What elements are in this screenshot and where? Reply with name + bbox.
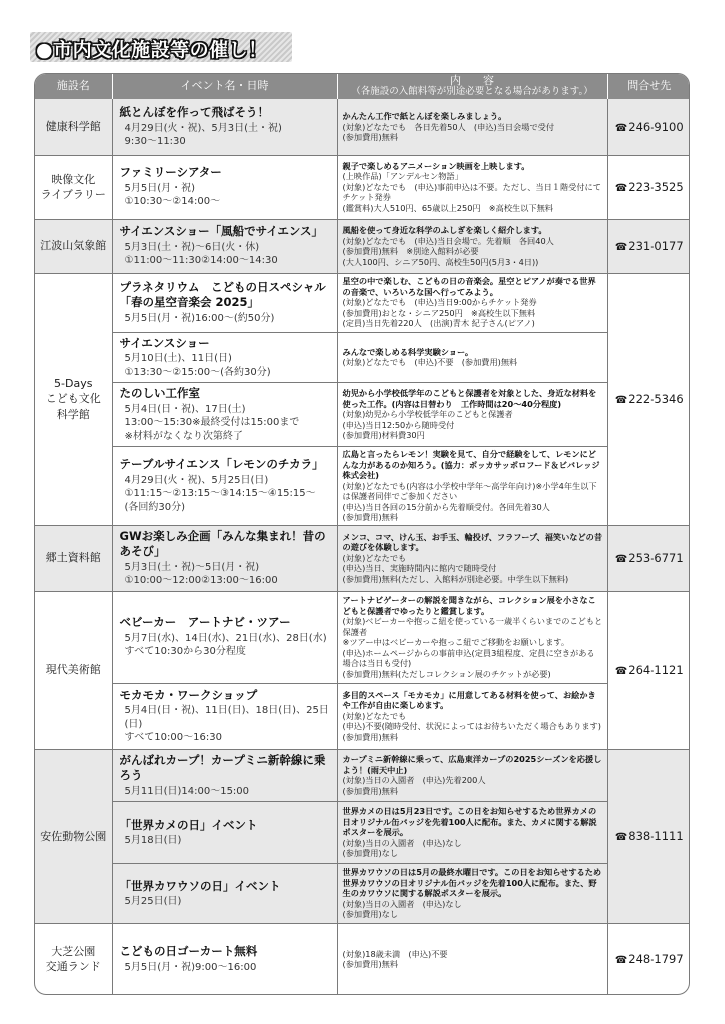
event-schedule: 5月5日(月・祝) ①10:30〜②14:00〜	[124, 182, 221, 208]
event-title: モカモカ・ワークショップ	[119, 687, 258, 702]
event-cell	[112, 749, 337, 802]
content-body: (対象)どなたでも (申込)不要 (参加費用)無料	[342, 357, 518, 368]
content-lead: 世界カワウソの日は5月の最終水曜日です。この日をお知らせするため世界カワウソの日オリジナル缶バッジを先着100人に配布。また、野生のカワウソに関する解説ポスターを展示。	[342, 867, 602, 899]
event-title: 紙とんぼを作って飛ばそう！	[119, 104, 269, 119]
contact-cell	[607, 749, 690, 924]
event-title: GWお楽しみ企画「みんな集まれ！昔のあそび」	[119, 528, 326, 559]
event-schedule: 4月29日(火・祝)、5月3日(土・祝) 9:30〜11:30	[124, 122, 282, 147]
event-title: プラネタリウム こどもの日スペシャル 「春の星空音楽会 2025」	[119, 279, 326, 310]
content-body: (対象)18歳未満 (申込)不要 (参加費用)無料	[342, 948, 448, 970]
table-row	[35, 219, 690, 273]
telephone-icon: ☎	[614, 955, 628, 967]
phone-number: 838-1111	[628, 829, 684, 844]
event-cell	[112, 802, 337, 864]
table-row	[35, 683, 690, 749]
event-title: 「世界カワウソの日」イベント	[119, 878, 281, 893]
event-title: ベビーカー アートナビ・ツアー	[119, 615, 291, 630]
telephone-icon: ☎	[614, 554, 628, 566]
event-cell	[112, 924, 337, 994]
contact-cell	[607, 525, 690, 591]
phone-number: 253-6771	[628, 551, 684, 566]
table-row	[35, 591, 690, 683]
content-body: (対象)当日の入園者 (申込)先着200人 (参加費用)無料	[342, 775, 486, 796]
table-row	[35, 525, 690, 591]
content-lead: 星空の中で楽しむ、こどもの日の音楽会。星空とピアノが奏でる世界の音楽で、いろいろな国へ行ってみよう。	[342, 276, 596, 297]
event-cell	[112, 383, 337, 447]
event-schedule: 5月4日(日・祝)、11日(日)、18日(日)、25日(日) すべて10:00〜16:30	[124, 705, 329, 744]
content-lead: 世界カメの日は5月23日です。この日をお知らせするため世界カメの日オリジナル缶バッジを先着100人に配布。また、カメに関する解説ポスターを展示。	[342, 806, 597, 838]
content-cell	[337, 447, 607, 526]
content-lead: カープミニ新幹線に乗って、広島東洋カープの2025シーズンを応援しよう！(雨天中止)	[342, 754, 602, 775]
content-body: (対象)どなたでも (申込)当日9:00からチケット発券 (参加費用)おとな・シニア250円 ※高校生以下無料 (定員)当日先着220人 (出演)青木 紀子さん(ピアノ)	[342, 297, 537, 329]
event-schedule: 5月3日(土・祝)〜5日(月・祝) ①10:00〜12:00②13:00〜16:00	[124, 561, 278, 587]
table-row	[35, 864, 690, 924]
event-title: こどもの日ゴーカート無料	[119, 944, 258, 959]
content-body: (対象)どなたでも(内容は小学校中学年〜高学年向け)※小学4年生以下は保護者同伴でご参加ください (申込)当日各回の15分前から先着順受付。各回先着30人 (参加費用)無料	[342, 480, 597, 523]
event-schedule: 5月5日(月・祝)16:00〜(約50分)	[124, 312, 275, 324]
content-cell	[337, 99, 607, 155]
event-schedule: 5月11日(日)14:00〜15:00	[124, 785, 250, 797]
event-title: サイエンスショー「風船でサイエンス」	[119, 224, 324, 239]
content-cell	[337, 155, 607, 219]
event-schedule: 5月3日(土・祝)〜6日(火・休) ①11:00〜11:30②14:00〜14:30	[124, 241, 278, 267]
table-row	[35, 383, 690, 447]
content-body: (対象)どなたでも (申込)不要(随時受付、状況によってはお待ちいただく場合もあります) (参加費用)無料	[342, 710, 601, 742]
events-table	[35, 74, 690, 994]
phone-number: 264-1121	[628, 663, 684, 678]
content-cell	[337, 683, 607, 749]
facility-cell: 安佐動物公園	[35, 749, 112, 924]
content-lead: 広島と言ったらレモン！実験を見て、自分で経験をして、レモンにどんな力があるのか知ろう。(協力：ポッカサッポロフード＆ビバレッジ株式会社)	[342, 449, 600, 481]
event-schedule: 5月10日(土)、11日(日) ①13:30〜②15:00〜(各約30分)	[124, 353, 271, 378]
content-body: (対象)どなたでも 各日先着50人 (申込)当日会場で受付 (参加費用)無料	[342, 121, 555, 142]
contact-cell	[607, 591, 690, 749]
content-cell	[337, 591, 607, 683]
facility-cell: 現代美術館	[35, 591, 112, 749]
table-row	[35, 99, 690, 155]
contact-cell	[607, 99, 690, 155]
content-lead: かんたん工作で紙とんぼを楽しみましょう。	[342, 111, 507, 121]
content-cell	[337, 525, 607, 591]
phone-number: 231-0177	[628, 239, 684, 253]
content-lead: 親子で楽しめるアニメーション映画を上映します。	[342, 160, 530, 171]
event-cell	[112, 525, 337, 591]
event-schedule: 5月5日(月・祝)9:00〜16:00	[124, 961, 257, 973]
telephone-icon: ☎	[614, 242, 628, 253]
contact-cell	[607, 273, 690, 525]
events-table-wrapper	[34, 73, 690, 995]
telephone-icon: ☎	[614, 832, 628, 844]
content-lead: 幼児から小学校低学年のこどもと保護者を対象とした、身近な材料を使った工作。(内容は日替わり 工作時間は20〜40分程度)	[342, 388, 597, 409]
content-cell	[337, 749, 607, 802]
header-facility: 施設名	[35, 74, 112, 99]
event-cell	[112, 864, 337, 924]
table-row	[35, 273, 690, 332]
event-title: テーブルサイエンス「レモンのチカラ」	[119, 457, 324, 472]
telephone-icon: ☎	[614, 395, 628, 407]
content-body: (対象)当日の入園者 (申込)なし (参加費用)なし	[342, 837, 462, 859]
telephone-icon: ☎	[614, 666, 628, 678]
telephone-icon: ☎	[614, 183, 628, 194]
content-lead: アートナビゲーターの解説を聞きながら、コレクション展を小さなこどもと保護者でゆったりと鑑賞します。	[342, 595, 596, 616]
content-cell	[337, 864, 607, 924]
content-body: (対象)どなたでも (申込)当日会場で。先着順 各回40人 (参加費用)無料 ※別途入館料が必要 (大人100円、シニア50円、高校生50円(5月3・4日))	[342, 235, 554, 267]
facility-cell: 映像文化 ライブラリー	[35, 155, 112, 219]
table-row	[35, 924, 690, 994]
content-cell	[337, 383, 607, 447]
event-title: がんばれカープ！カープミニ新幹線に乗ろう	[119, 752, 326, 783]
table-row	[35, 155, 690, 219]
event-schedule: 5月4日(日・祝)、17日(土) 13:00〜15:30※最終受付は15:00まで ※材料がなくなり次第終了	[124, 403, 300, 442]
table-row	[35, 447, 690, 526]
event-cell	[112, 273, 337, 332]
table-row	[35, 802, 690, 864]
event-cell	[112, 591, 337, 683]
content-body: (上映作品)「アンデルセン物語」 (対象)どなたでも (申込)事前申込は不要。ただし、当日１階受付にてチケット発券 (鑑賞料)大人510円、65歳以上250円 ※高校生以下無料	[342, 171, 601, 213]
telephone-icon: ☎	[614, 122, 628, 134]
content-cell	[337, 273, 607, 332]
event-title: たのしい工作室	[119, 386, 200, 401]
event-schedule: 5月25日(日)	[124, 896, 182, 908]
phone-number: 222-5346	[628, 392, 684, 407]
header-event: イベント名・日時	[112, 74, 337, 99]
content-cell	[337, 332, 607, 383]
phone-number: 246-9100	[628, 119, 684, 134]
facility-cell: 江波山気象館	[35, 219, 112, 273]
event-cell	[112, 332, 337, 383]
content-lead: メンコ、コマ、けん玉、お手玉、輪投げ、フラフープ、福笑いなどの昔の遊びを体験します。	[342, 531, 603, 553]
phone-number: 223-3525	[628, 180, 684, 194]
table-row	[35, 332, 690, 383]
event-cell	[112, 99, 337, 155]
page-title: ●市内文化施設等の催し！	[36, 39, 268, 61]
content-body: (対象)当日の入園者 (申込)なし (参加費用)なし	[342, 898, 462, 920]
content-cell	[337, 802, 607, 864]
content-body: (対象)ベビーカーや抱っこ紐を使っている一歳半くらいまでのこどもと保護者 ※ツアー中はベビーカーや抱っこ紐でご移動をお願いします。 (申込)ホームページからの事前申込(定員3組程度、定員に空きがある場合は当日も受付) (参加費用)無料(ただしコレクション展のチケットが必要)	[342, 616, 603, 679]
event-cell	[112, 219, 337, 273]
event-title: サイエンスショー	[119, 335, 210, 350]
table-row	[35, 749, 690, 802]
event-title: 「世界カメの日」イベント	[119, 817, 258, 832]
event-cell	[112, 683, 337, 749]
phone-number: 248-1797	[628, 952, 684, 967]
content-body: (対象)どなたでも (申込)当日、実施時間内に館内で随時受付 (参加費用)無料(ただし、入館料が別途必要。中学生以下無料)	[342, 552, 569, 584]
content-lead: 風船を使って身近な科学のふしぎを楽しく紹介します。	[342, 225, 547, 235]
table-header-row	[35, 74, 690, 99]
event-cell	[112, 447, 337, 526]
facility-cell: 大芝公園 交通ランド	[35, 924, 112, 994]
header-content	[337, 74, 607, 99]
content-body: (対象)幼児から小学校低学年のこどもと保護者 (申込)当日12:50から随時受付 (参加費用)材料費30円	[342, 409, 513, 441]
event-cell	[112, 155, 337, 219]
content-lead: みんなで楽しめる科学実験ショー。	[342, 346, 474, 357]
contact-cell	[607, 219, 690, 273]
content-lead: 多目的スペース「モカモカ」に用意してある材料を使って、お絵かきや工作が自由に楽しめます。	[342, 689, 596, 711]
facility-cell: 5-Days こども文化 科学館	[35, 273, 112, 525]
header-content-note: （各施設の入館料等が別途必要となる場合があります。）	[351, 86, 593, 98]
content-cell	[337, 924, 607, 994]
header-contact: 問合せ先	[607, 74, 690, 99]
event-schedule: 5月18日(日)	[124, 835, 182, 847]
facility-cell: 健康科学館	[35, 99, 112, 155]
event-schedule: 4月29日(火・祝)、5月25日(日) ①11:15〜②13:15〜③14:15〜④15:15〜 (各回約30分)	[124, 474, 316, 513]
facility-cell: 郷土資料館	[35, 525, 112, 591]
header-content-title: 内 容	[450, 73, 494, 87]
event-schedule: 5月7日(水)、14日(水)、21日(水)、28日(水) すべて10:30から30分程度	[124, 632, 327, 658]
event-title: ファミリーシアター	[119, 165, 222, 180]
contact-cell	[607, 924, 690, 994]
content-cell	[337, 219, 607, 273]
contact-cell	[607, 155, 690, 219]
